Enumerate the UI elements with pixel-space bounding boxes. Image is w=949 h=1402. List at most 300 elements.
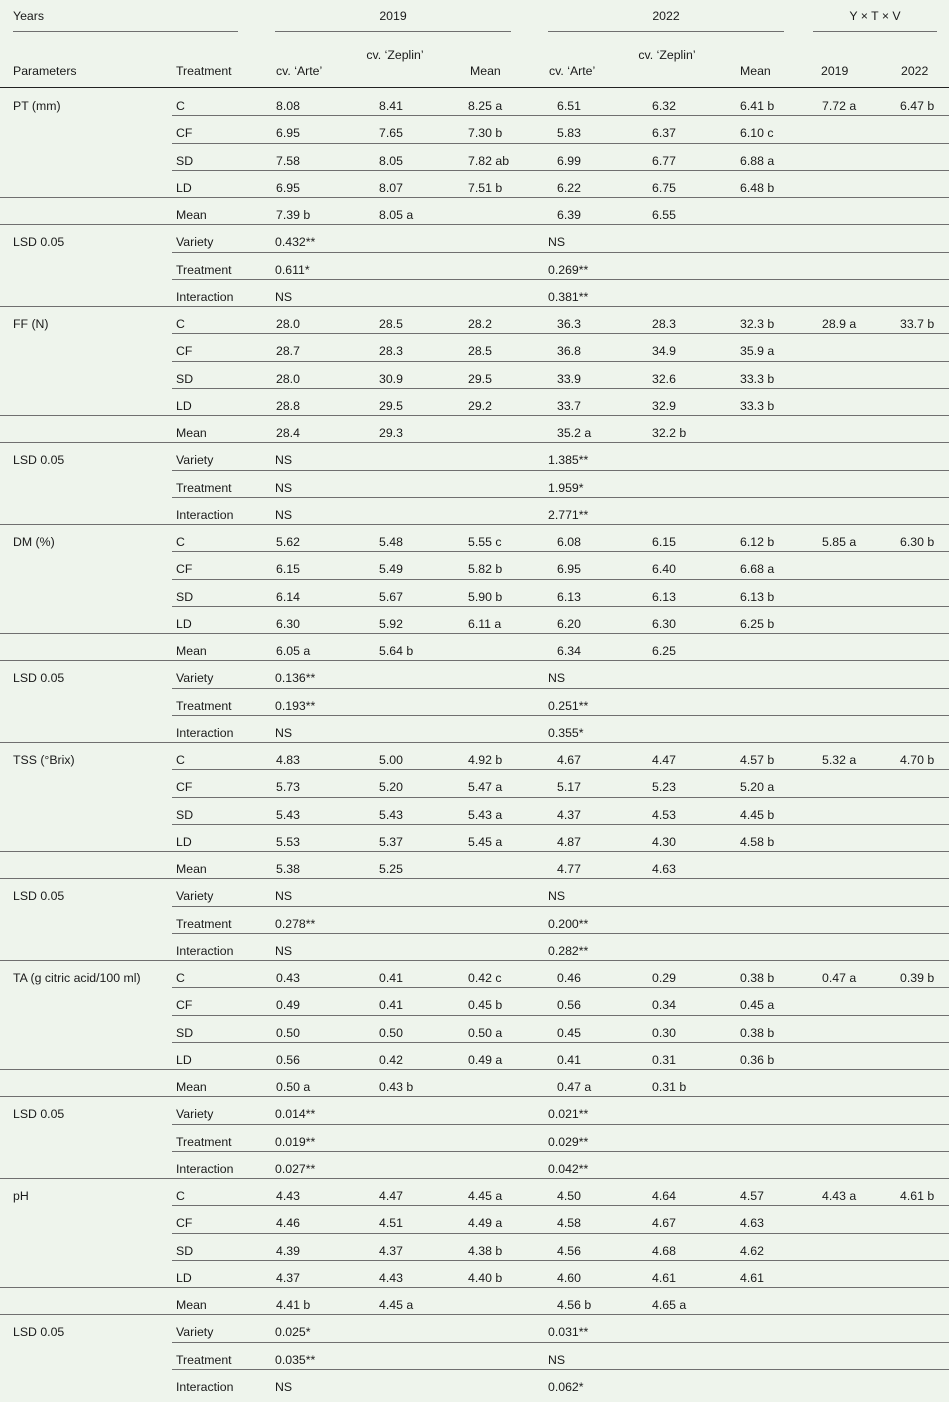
row-rule bbox=[172, 470, 949, 471]
value-z19: 5.67 bbox=[379, 589, 403, 604]
value-z19: 0.50 bbox=[379, 1025, 403, 1040]
treatment-label: LD bbox=[176, 180, 192, 195]
value-m19: 5.90 b bbox=[468, 589, 503, 604]
lsd-2022: NS bbox=[548, 235, 566, 250]
value-a22: 33.9 bbox=[557, 371, 581, 386]
value-a22: 4.58 bbox=[557, 1216, 581, 1231]
lsd-2022: 0.021** bbox=[548, 1107, 589, 1122]
lsd-factor-label: Interaction bbox=[176, 1161, 234, 1176]
mean-a22: 4.77 bbox=[557, 862, 581, 876]
value-z19: 0.41 bbox=[379, 998, 403, 1013]
lsd-2022: 0.042** bbox=[548, 1161, 589, 1176]
row-rule bbox=[172, 170, 949, 171]
lsd-2019: 0.611* bbox=[275, 262, 310, 277]
value-a22: 0.41 bbox=[557, 1052, 581, 1067]
treatment-label: CF bbox=[176, 780, 193, 795]
value-m22: 4.45 b bbox=[740, 807, 775, 822]
lsd-2022: NS bbox=[548, 889, 566, 904]
row-rule bbox=[172, 115, 949, 116]
lsd-factor-label: Variety bbox=[176, 1325, 214, 1340]
value-a19: 0.56 bbox=[276, 1052, 300, 1067]
parameter-name: TA (g citric acid/100 ml) bbox=[13, 971, 141, 985]
treatment-label: CF bbox=[176, 998, 193, 1013]
lsd-factor-label: Interaction bbox=[176, 943, 234, 958]
lsd-2019: NS bbox=[275, 480, 293, 495]
value-m22: 6.10 c bbox=[740, 126, 774, 141]
section-rule bbox=[0, 878, 949, 879]
lsd-factor-label: Variety bbox=[176, 235, 214, 250]
mean-a19: 0.50 a bbox=[276, 1080, 311, 1094]
value-m22: 4.58 b bbox=[740, 834, 775, 849]
parameter-name: DM (%) bbox=[13, 535, 55, 549]
value-z22: 32.6 bbox=[652, 371, 676, 386]
value-a19: 6.14 bbox=[276, 589, 300, 604]
mean-label: Mean bbox=[176, 1298, 207, 1312]
mean-a22: 35.2 a bbox=[557, 426, 592, 440]
value-z22: 4.68 bbox=[652, 1243, 676, 1258]
mean-a22: 6.39 bbox=[557, 208, 581, 222]
section-rule bbox=[0, 660, 949, 661]
value-a19: 0.43 bbox=[276, 971, 300, 985]
value-z22: 0.34 bbox=[652, 998, 676, 1013]
header-2022: 2022 bbox=[652, 9, 680, 23]
value-a22: 4.60 bbox=[557, 1270, 581, 1285]
mean-a19: 4.41 b bbox=[276, 1298, 311, 1312]
header-2019: 2019 bbox=[379, 9, 407, 23]
treatment-label: C bbox=[176, 971, 185, 985]
value-m19: 8.25 a bbox=[468, 99, 503, 113]
value-y19: 5.85 a bbox=[822, 535, 857, 549]
header-yxtxv: Y × T × V bbox=[849, 9, 901, 23]
value-z22: 0.29 bbox=[652, 971, 676, 985]
lsd-2019: 0.027** bbox=[275, 1161, 316, 1176]
lsd-label: LSD 0.05 bbox=[13, 889, 65, 904]
lsd-2022: NS bbox=[548, 671, 566, 686]
treatment-label: LD bbox=[176, 616, 192, 631]
value-m22: 4.61 bbox=[740, 1270, 764, 1285]
treatment-label: SD bbox=[176, 1243, 194, 1258]
lsd-factor-label: Treatment bbox=[176, 698, 232, 713]
treatment-label: SD bbox=[176, 807, 194, 822]
value-y22: 33.7 b bbox=[900, 317, 935, 331]
value-m19: 29.2 bbox=[468, 398, 492, 413]
value-a19: 0.49 bbox=[276, 998, 300, 1013]
header-sub-2022: 2022 bbox=[901, 64, 929, 78]
section-rule bbox=[0, 224, 949, 225]
value-z19: 5.37 bbox=[379, 834, 403, 849]
value-a19: 8.08 bbox=[276, 99, 300, 113]
value-z22: 34.9 bbox=[652, 344, 676, 359]
header-treatment: Treatment bbox=[176, 64, 232, 78]
value-a22: 0.46 bbox=[557, 971, 581, 985]
lsd-2022: 0.029** bbox=[548, 1134, 589, 1149]
mean-a19: 6.05 a bbox=[276, 644, 311, 658]
value-a22: 5.83 bbox=[557, 126, 581, 141]
treatment-label: LD bbox=[176, 1270, 192, 1285]
value-z19: 5.00 bbox=[379, 753, 403, 767]
value-m22: 0.38 b bbox=[740, 971, 775, 985]
value-m19: 28.2 bbox=[468, 317, 492, 331]
value-a22: 0.45 bbox=[557, 1025, 581, 1040]
row-rule bbox=[172, 606, 949, 607]
value-m19: 4.49 a bbox=[468, 1216, 503, 1231]
value-z19: 5.48 bbox=[379, 535, 403, 549]
value-a19: 28.8 bbox=[276, 398, 300, 413]
value-z22: 4.61 bbox=[652, 1270, 676, 1285]
lsd-2022: 0.282** bbox=[548, 943, 589, 958]
value-a19: 4.83 bbox=[276, 753, 300, 767]
value-a22: 6.99 bbox=[557, 153, 581, 168]
treatment-label: CF bbox=[176, 126, 193, 141]
lsd-2019: 0.136** bbox=[275, 671, 316, 686]
lsd-2022: 0.031** bbox=[548, 1325, 589, 1340]
value-a19: 4.46 bbox=[276, 1216, 300, 1231]
lsd-factor-label: Treatment bbox=[176, 480, 232, 495]
value-z22: 6.15 bbox=[652, 535, 676, 549]
mean-label: Mean bbox=[176, 208, 207, 222]
value-z19: 30.9 bbox=[379, 371, 403, 386]
lsd-2022: 1.959* bbox=[548, 480, 584, 495]
value-a19: 5.53 bbox=[276, 834, 300, 849]
treatment-label: CF bbox=[176, 344, 193, 359]
header-arte-2019: cv. ‘Arte’ bbox=[276, 64, 323, 78]
value-m19: 4.38 b bbox=[468, 1243, 503, 1258]
value-z22: 6.75 bbox=[652, 180, 676, 195]
value-m22: 6.88 a bbox=[740, 153, 775, 168]
mean-label: Mean bbox=[176, 426, 207, 440]
value-z22: 4.30 bbox=[652, 834, 676, 849]
value-z22: 0.31 bbox=[652, 1052, 676, 1067]
header-zeplin-2022: cv. ‘Zeplin’ bbox=[638, 48, 696, 62]
value-a19: 4.39 bbox=[276, 1243, 300, 1258]
lsd-factor-label: Variety bbox=[176, 889, 214, 904]
lsd-2022: 0.251** bbox=[548, 698, 589, 713]
value-a19: 28.0 bbox=[276, 317, 300, 331]
value-a22: 5.17 bbox=[557, 780, 581, 795]
row-rule bbox=[172, 388, 949, 389]
value-m22: 32.3 b bbox=[740, 317, 775, 331]
mean-a22: 4.56 b bbox=[557, 1298, 592, 1312]
row-rule bbox=[172, 1124, 949, 1125]
lsd-label: LSD 0.05 bbox=[13, 671, 65, 686]
treatment-label: C bbox=[176, 1189, 185, 1203]
row-rule bbox=[172, 252, 949, 253]
treatment-label: SD bbox=[176, 153, 194, 168]
value-z19: 4.37 bbox=[379, 1243, 403, 1258]
value-m22: 35.9 a bbox=[740, 344, 775, 359]
value-m19: 5.45 a bbox=[468, 834, 503, 849]
header-sub-2019: 2019 bbox=[821, 64, 849, 78]
mean-z22: 32.2 b bbox=[652, 426, 687, 440]
lsd-2019: NS bbox=[275, 943, 293, 958]
value-z19: 5.20 bbox=[379, 780, 403, 795]
row-rule bbox=[172, 1260, 949, 1261]
mean-z22: 0.31 b bbox=[652, 1080, 687, 1094]
value-a22: 6.08 bbox=[557, 535, 581, 549]
row-rule bbox=[172, 987, 949, 988]
lsd-2019: NS bbox=[275, 453, 293, 468]
value-a19: 28.7 bbox=[276, 344, 300, 359]
value-a22: 6.13 bbox=[557, 589, 581, 604]
row-rule bbox=[172, 906, 949, 907]
mean-label: Mean bbox=[176, 644, 207, 658]
value-m19: 5.82 b bbox=[468, 562, 503, 577]
section-rule bbox=[0, 960, 949, 961]
value-z19: 0.41 bbox=[379, 971, 403, 985]
value-m22: 33.3 b bbox=[740, 371, 775, 386]
value-a19: 28.0 bbox=[276, 371, 300, 386]
value-m22: 6.25 b bbox=[740, 616, 775, 631]
lsd-2019: NS bbox=[275, 725, 293, 740]
value-m19: 5.43 a bbox=[468, 807, 503, 822]
value-y22: 4.61 b bbox=[900, 1189, 935, 1203]
value-m22: 4.63 bbox=[740, 1216, 764, 1231]
value-y22: 4.70 b bbox=[900, 753, 935, 767]
value-m19: 0.42 c bbox=[468, 971, 502, 985]
lsd-2019: 0.019** bbox=[275, 1134, 316, 1149]
value-a19: 5.43 bbox=[276, 807, 300, 822]
value-a19: 6.30 bbox=[276, 616, 300, 631]
value-z19: 5.49 bbox=[379, 562, 403, 577]
value-y19: 0.47 a bbox=[822, 971, 857, 985]
value-a19: 6.95 bbox=[276, 180, 300, 195]
value-a22: 6.20 bbox=[557, 616, 581, 631]
value-m22: 5.20 a bbox=[740, 780, 775, 795]
value-a22: 4.87 bbox=[557, 834, 581, 849]
value-m22: 4.57 bbox=[740, 1189, 764, 1203]
lsd-label: LSD 0.05 bbox=[13, 235, 65, 250]
mean-z19: 5.64 b bbox=[379, 644, 414, 658]
value-a22: 6.22 bbox=[557, 180, 581, 195]
lsd-label: LSD 0.05 bbox=[13, 1107, 65, 1122]
value-z19: 5.92 bbox=[379, 616, 403, 631]
header-mean-2019: Mean bbox=[470, 64, 501, 78]
value-m19: 0.50 a bbox=[468, 1025, 503, 1040]
value-y22: 6.30 b bbox=[900, 535, 935, 549]
value-a22: 4.37 bbox=[557, 807, 581, 822]
value-z22: 0.30 bbox=[652, 1025, 676, 1040]
row-rule bbox=[172, 933, 949, 934]
mean-z22: 6.55 bbox=[652, 208, 676, 222]
lsd-2019: 0.014** bbox=[275, 1107, 316, 1122]
lsd-factor-label: Treatment bbox=[176, 262, 232, 277]
lsd-2019: NS bbox=[275, 289, 293, 304]
value-a22: 33.7 bbox=[557, 398, 581, 413]
treatment-label: C bbox=[176, 753, 185, 767]
row-rule bbox=[172, 361, 949, 362]
row-rule bbox=[172, 1369, 949, 1370]
row-rule bbox=[172, 769, 949, 770]
value-a19: 7.58 bbox=[276, 153, 300, 168]
lsd-factor-label: Interaction bbox=[176, 1379, 234, 1394]
value-z22: 6.77 bbox=[652, 153, 676, 168]
row-rule bbox=[172, 1151, 949, 1152]
value-z22: 4.47 bbox=[652, 753, 676, 767]
lsd-2022: 0.200** bbox=[548, 916, 589, 931]
value-y19: 5.32 a bbox=[822, 753, 857, 767]
value-z22: 4.64 bbox=[652, 1189, 676, 1203]
value-z19: 8.05 bbox=[379, 153, 403, 168]
value-a22: 4.56 bbox=[557, 1243, 581, 1258]
value-m19: 7.30 b bbox=[468, 126, 503, 141]
value-m19: 7.51 b bbox=[468, 180, 503, 195]
lsd-2019: NS bbox=[275, 889, 293, 904]
section-rule bbox=[0, 524, 949, 525]
lsd-2019: 0.193** bbox=[275, 698, 316, 713]
treatment-label: LD bbox=[176, 1052, 192, 1067]
lsd-factor-label: Variety bbox=[176, 453, 214, 468]
header-parameters: Parameters bbox=[13, 64, 77, 78]
section-rule bbox=[0, 742, 949, 743]
row-rule bbox=[172, 579, 949, 580]
row-rule bbox=[172, 279, 949, 280]
lsd-factor-label: Variety bbox=[176, 671, 214, 686]
value-y19: 28.9 a bbox=[822, 317, 857, 331]
section-rule bbox=[0, 306, 949, 307]
value-z19: 4.51 bbox=[379, 1216, 403, 1231]
parameter-name: PT (mm) bbox=[13, 99, 61, 113]
parameter-name: pH bbox=[13, 1189, 29, 1203]
value-z19: 5.43 bbox=[379, 807, 403, 822]
value-z19: 28.3 bbox=[379, 344, 403, 359]
row-rule bbox=[172, 497, 949, 498]
value-m22: 0.38 b bbox=[740, 1025, 775, 1040]
lsd-factor-label: Treatment bbox=[176, 916, 232, 931]
mean-label: Mean bbox=[176, 1080, 207, 1094]
header-zeplin-2019: cv. ‘Zeplin’ bbox=[366, 48, 424, 62]
value-y22: 6.47 b bbox=[900, 99, 935, 113]
value-z22: 28.3 bbox=[652, 317, 676, 331]
value-z22: 32.9 bbox=[652, 398, 676, 413]
lsd-2019: 0.035** bbox=[275, 1352, 316, 1367]
value-m19: 5.47 a bbox=[468, 780, 503, 795]
value-a22: 4.67 bbox=[557, 753, 581, 767]
mean-z19: 5.25 bbox=[379, 862, 403, 876]
row-rule bbox=[172, 797, 949, 798]
value-z19: 7.65 bbox=[379, 126, 403, 141]
section-rule bbox=[0, 1069, 949, 1070]
value-z22: 6.30 bbox=[652, 616, 676, 631]
value-m22: 4.57 b bbox=[740, 753, 775, 767]
mean-z19: 4.45 a bbox=[379, 1298, 414, 1312]
header-rule-2022 bbox=[548, 31, 784, 32]
treatment-label: LD bbox=[176, 398, 192, 413]
row-rule bbox=[172, 1233, 949, 1234]
mean-z22: 4.65 a bbox=[652, 1298, 687, 1312]
header-rule-yxtxv bbox=[813, 31, 937, 32]
value-m22: 6.12 b bbox=[740, 535, 775, 549]
value-z19: 4.43 bbox=[379, 1270, 403, 1285]
lsd-2019: 0.278** bbox=[275, 916, 316, 931]
lsd-factor-label: Interaction bbox=[176, 289, 234, 304]
treatment-label: SD bbox=[176, 589, 194, 604]
value-a22: 6.95 bbox=[557, 562, 581, 577]
lsd-2019: NS bbox=[275, 507, 293, 522]
value-a19: 4.43 bbox=[276, 1189, 300, 1203]
mean-z22: 4.63 bbox=[652, 862, 676, 876]
parameter-name: TSS (°Brix) bbox=[13, 753, 75, 767]
section-rule bbox=[0, 415, 949, 416]
value-a22: 0.56 bbox=[557, 998, 581, 1013]
lsd-2019: NS bbox=[275, 1379, 293, 1394]
mean-z19: 29.3 bbox=[379, 426, 403, 440]
lsd-factor-label: Treatment bbox=[176, 1134, 232, 1149]
section-rule bbox=[0, 1096, 949, 1097]
treatment-label: C bbox=[176, 317, 185, 331]
value-m22: 0.36 b bbox=[740, 1052, 775, 1067]
section-rule bbox=[0, 633, 949, 634]
value-y19: 4.43 a bbox=[822, 1189, 857, 1203]
value-y19: 7.72 a bbox=[822, 99, 857, 113]
mean-a22: 0.47 a bbox=[557, 1080, 592, 1094]
row-rule bbox=[172, 1205, 949, 1206]
treatment-label: CF bbox=[176, 562, 193, 577]
lsd-2022: 2.771** bbox=[548, 507, 589, 522]
value-m19: 4.45 a bbox=[468, 1189, 503, 1203]
value-m22: 33.3 b bbox=[740, 398, 775, 413]
value-z19: 28.5 bbox=[379, 317, 403, 331]
header-rule-years bbox=[13, 31, 238, 32]
treatment-label: C bbox=[176, 99, 185, 113]
value-m19: 29.5 bbox=[468, 371, 492, 386]
row-rule bbox=[172, 715, 949, 716]
value-m19: 28.5 bbox=[468, 344, 492, 359]
value-m22: 6.13 b bbox=[740, 589, 775, 604]
lsd-factor-label: Variety bbox=[176, 1107, 214, 1122]
lsd-2022: 0.355* bbox=[548, 725, 584, 740]
value-z22: 6.37 bbox=[652, 126, 676, 141]
value-m19: 7.82 ab bbox=[468, 153, 510, 168]
lsd-2019: 0.025* bbox=[275, 1325, 311, 1340]
treatment-label: SD bbox=[176, 371, 194, 386]
row-rule bbox=[172, 824, 949, 825]
value-z19: 29.5 bbox=[379, 398, 403, 413]
value-z19: 8.07 bbox=[379, 180, 403, 195]
value-m19: 4.92 b bbox=[468, 753, 503, 767]
value-m22: 4.62 bbox=[740, 1243, 764, 1258]
mean-z22: 6.25 bbox=[652, 644, 676, 658]
value-z22: 6.32 bbox=[652, 99, 676, 113]
value-z19: 8.41 bbox=[379, 99, 403, 113]
section-rule bbox=[0, 1178, 949, 1179]
lsd-label: LSD 0.05 bbox=[13, 453, 65, 468]
header-rule-2019 bbox=[275, 31, 511, 32]
value-z22: 6.13 bbox=[652, 589, 676, 604]
lsd-factor-label: Interaction bbox=[176, 725, 234, 740]
mean-a22: 6.34 bbox=[557, 644, 581, 658]
value-a22: 6.51 bbox=[557, 99, 581, 113]
section-rule bbox=[0, 197, 949, 198]
row-rule bbox=[172, 333, 949, 334]
treatment-label: SD bbox=[176, 1025, 194, 1040]
mean-z19: 8.05 a bbox=[379, 208, 414, 222]
value-m19: 6.11 a bbox=[468, 616, 502, 631]
lsd-2022: 1.385** bbox=[548, 453, 589, 468]
mean-a19: 28.4 bbox=[276, 426, 300, 440]
value-m19: 5.55 c bbox=[468, 535, 502, 549]
value-a19: 6.15 bbox=[276, 562, 300, 577]
value-m22: 6.41 b bbox=[740, 99, 775, 113]
value-m19: 0.45 b bbox=[468, 998, 503, 1013]
treatment-label: CF bbox=[176, 1216, 193, 1231]
row-rule bbox=[172, 143, 949, 144]
value-a22: 36.3 bbox=[557, 317, 581, 331]
row-rule bbox=[172, 1342, 949, 1343]
row-rule bbox=[172, 1015, 949, 1016]
mean-a19: 7.39 b bbox=[276, 208, 311, 222]
lsd-2022: 0.062* bbox=[548, 1379, 584, 1394]
value-z22: 4.67 bbox=[652, 1216, 676, 1231]
